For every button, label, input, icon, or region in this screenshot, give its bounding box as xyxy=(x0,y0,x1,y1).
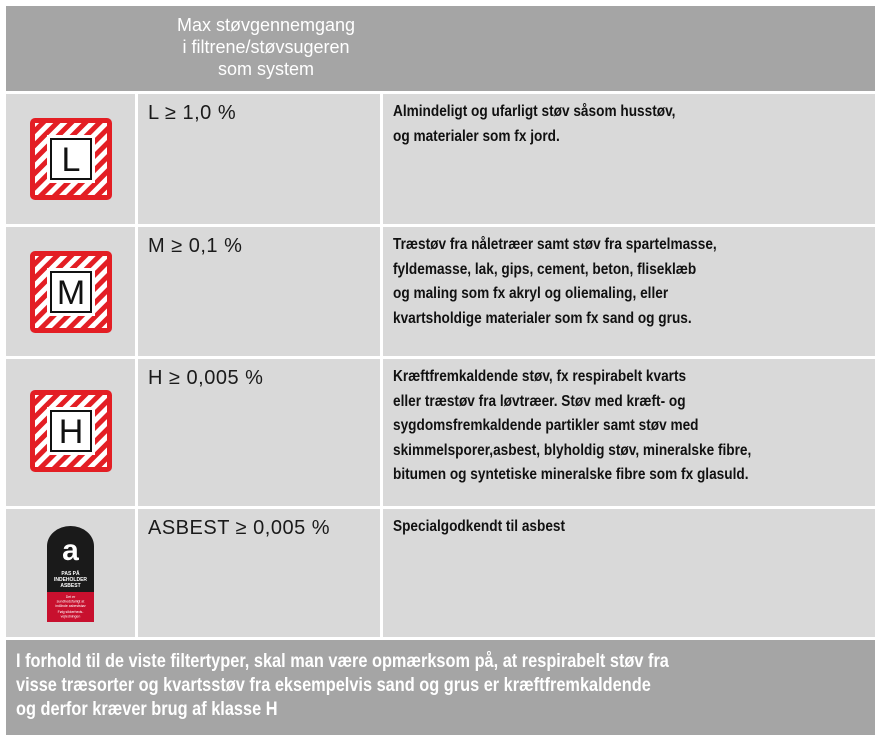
row-h-desc-cell xyxy=(383,359,875,506)
row-l-class-cell xyxy=(138,94,380,224)
class-description: Almindeligt og ufarligt støv såsom husstøv, og materialer som fx jord. xyxy=(393,103,676,145)
asbestos-warning-line: sundhedsfarligt at xyxy=(56,599,85,604)
row-m-desc-cell xyxy=(383,227,875,356)
asbestos-warning-line: vejledningen xyxy=(60,614,81,619)
row-m-icon-cell xyxy=(6,227,135,356)
asbestos-line: PAS PÅ xyxy=(61,571,80,577)
row-m-class-cell xyxy=(138,227,380,356)
row-h-class-cell xyxy=(138,359,380,506)
dust-class-h-icon xyxy=(30,390,112,472)
asbestos-warning-line: Følg sikkerheds- xyxy=(57,610,84,614)
row-l-icon-cell xyxy=(6,94,135,224)
row-h-icon-cell xyxy=(6,359,135,506)
class-label: M ≥ 0,1 % xyxy=(148,235,243,257)
dust-class-l-icon xyxy=(30,118,112,200)
class-label: ASBEST ≥ 0,005 % xyxy=(148,517,331,539)
badge-letter: L xyxy=(61,141,81,179)
class-label: L ≥ 1,0 % xyxy=(148,102,237,124)
table-header xyxy=(6,6,875,91)
dust-class-m-icon xyxy=(30,251,112,333)
table-footer xyxy=(6,640,875,735)
asbestos-line: ASBEST xyxy=(60,583,81,589)
row-l-desc-cell xyxy=(383,94,875,224)
class-description: Specialgodkendt til asbest xyxy=(393,518,566,535)
asbestos-warning-line: Det er xyxy=(65,595,76,599)
class-label: H ≥ 0,005 % xyxy=(148,367,264,389)
asbestos-line: INDEHOLDER xyxy=(53,577,88,583)
badge-letter: M xyxy=(56,274,86,312)
asbestos-letter: a xyxy=(62,534,79,567)
row-asbest-desc-cell xyxy=(383,509,875,637)
asbestos-warning-icon xyxy=(47,526,94,622)
class-description: Kræftfremkaldende støv, fx respirabelt kvarts eller træstøv fra løvtræer. Støv med kræft- og sygdomsfremkaldende partikler samt støv med skimmelsporer,asbest, blyholdig støv, mineralske fibre, bitumen og syntetiske mineralske fibre som fx glasuld. xyxy=(393,368,752,483)
asbestos-warning-line: indånde asbeststøv xyxy=(55,604,86,608)
footer-note: I forhold til de viste filtertyper, skal man være opmærksom på, at respirabelt støv fra visse træsorter og kvartsstøv fra eksempelvis sand og grus er kræftfremkaldende og derfor kræver brug af klasse H xyxy=(16,651,669,720)
class-description: Træstøv fra nåletræer samt støv fra spartelmasse, fyldemasse, lak, gips, cement, beton, fliseklæb og maling som fx akryl og oliemaling, eller kvartsholdige materialer som fx sand og grus. xyxy=(393,236,717,327)
badge-letter: H xyxy=(58,413,84,451)
header-title: Max støvgennemgang i filtrene/støvsugeren som system xyxy=(176,15,356,79)
row-asbest-icon-cell xyxy=(6,509,135,637)
row-asbest-class-cell xyxy=(138,509,380,637)
